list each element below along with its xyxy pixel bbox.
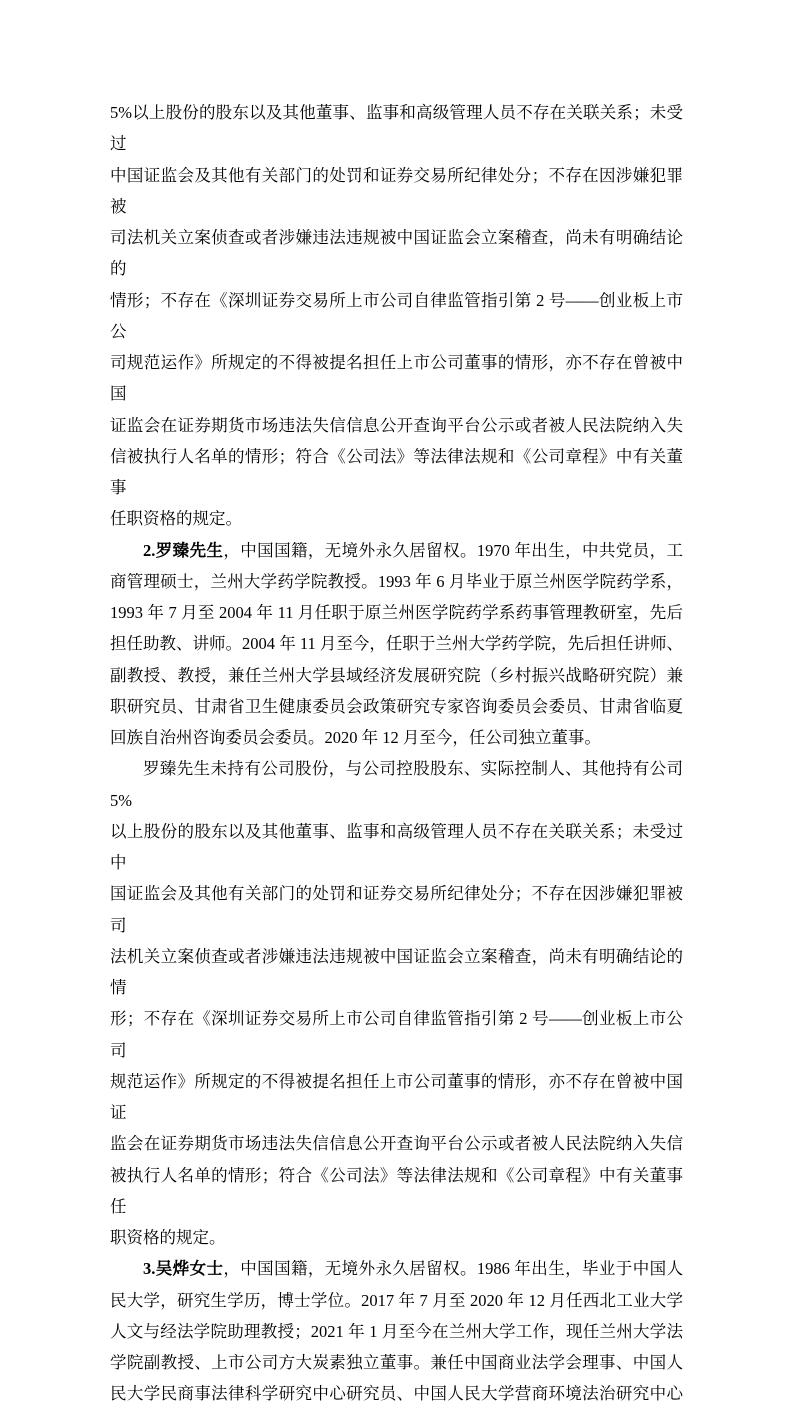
text-line: 担任助教、讲师。2004 年 11 月至今，任职于兰州大学药学院，先后担任讲师、	[110, 634, 683, 654]
para-luozhen-bio	[110, 535, 683, 754]
text-line: 任职资格的规定。	[110, 509, 242, 529]
line-text: ，中国国籍，无境外永久居留权。1986 年出生，毕业于中国人	[223, 1259, 684, 1279]
text-line: 信被执行人名单的情形；符合《公司法》等法律法规和《公司章程》中有关董事	[110, 446, 683, 497]
text-line: 商管理硕士，兰州大学药学院教授。1993 年 6 月毕业于原兰州医学院药学系，	[110, 571, 683, 591]
text-line: 形；不存在《深圳证券交易所上市公司自律监管指引第 2 号——创业板上市公司	[110, 1009, 683, 1060]
text-line: 法机关立案侦查或者涉嫌违法违规被中国证监会立案稽查，尚未有明确结论的情	[110, 946, 683, 997]
text-line: 以上股份的股东以及其他董事、监事和高级管理人员不存在关联关系；未受过中	[110, 821, 683, 872]
text-line: 司法机关立案侦查或者涉嫌违法违规被中国证监会立案稽查，尚未有明确结论的	[110, 228, 683, 279]
text-line: 司规范运作》所规定的不得被提名担任上市公司董事的情形，亦不存在曾被中国	[110, 353, 683, 404]
text-line: 副教授、教授，兼任兰州大学县域经济发展研究院（乡村振兴战略研究院）兼	[110, 665, 683, 685]
para-wuye-bio	[110, 1253, 683, 1409]
text-line: 1993 年 7 月至 2004 年 11 月任职于原兰州医学院药学系药事管理教研室，先后	[110, 603, 683, 622]
text-line: 人文与经法学院助理教授；2021 年 1 月至今在兰州大学工作，现任兰州大学法	[110, 1321, 683, 1341]
text-line	[110, 1253, 683, 1284]
text-line: 职资格的规定。	[110, 1228, 226, 1247]
text-line: 民大学民商事法律科学研究中心研究员、中国人民大学营商环境法治研究中心	[110, 1384, 683, 1404]
text-line: 回族自治州咨询委员会委员。2020 年 12 月至今，任公司独立董事。	[110, 728, 601, 747]
person-name-lead: 2.罗臻先生	[143, 540, 224, 560]
text-line: 中国证监会及其他有关部门的处罚和证券交易所纪律处分；不存在因涉嫌犯罪被	[110, 165, 683, 216]
text-line: 被执行人名单的情形；符合《公司法》等法律法规和《公司章程》中有关董事任	[110, 1165, 683, 1216]
text-line: 职研究员、甘肃省卫生健康委员会政策研究专家咨询委员会委员、甘肃省临夏	[110, 696, 683, 716]
person-name-lead: 3.吴烨女士	[143, 1259, 224, 1279]
text-line: 监会在证券期货市场违法失信信息公开查询平台公示或者被人民法院纳入失信	[110, 1134, 683, 1154]
text-line: 规范运作》所规定的不得被提名担任上市公司董事的情形，亦不存在曾被中国证	[110, 1071, 683, 1122]
text-line: 国证监会及其他有关部门的处罚和证券交易所纪律处分；不存在因涉嫌犯罪被司	[110, 884, 683, 935]
text-line: 学院副教授、上市公司方大炭素独立董事。兼任中国商业法学会理事、中国人	[110, 1353, 683, 1372]
text-line: 民大学，研究生学历，博士学位。2017 年 7 月至 2020 年 12 月任西北工业大学	[110, 1290, 683, 1310]
text-line: 罗臻先生未持有公司股份，与公司控股股东、实际控制人、其他持有公司 5%	[110, 759, 683, 810]
text-line: 证监会在证券期货市场违法失信信息公开查询平台公示或者被人民法院纳入失	[110, 415, 683, 435]
document-body	[110, 97, 683, 1410]
line-text: ，中国国籍，无境外永久居留权。1970 年出生，中共党员，工	[223, 540, 684, 560]
text-line: 情形；不存在《深圳证券交易所上市公司自律监管指引第 2 号——创业板上市公	[110, 290, 683, 341]
text-line: 5%以上股份的股东以及其他董事、监事和高级管理人员不存在关联关系；未受过	[110, 103, 683, 154]
para-luozhen-qualification	[110, 753, 683, 1253]
text-line	[110, 535, 683, 566]
para-qualification-continued	[110, 97, 683, 535]
